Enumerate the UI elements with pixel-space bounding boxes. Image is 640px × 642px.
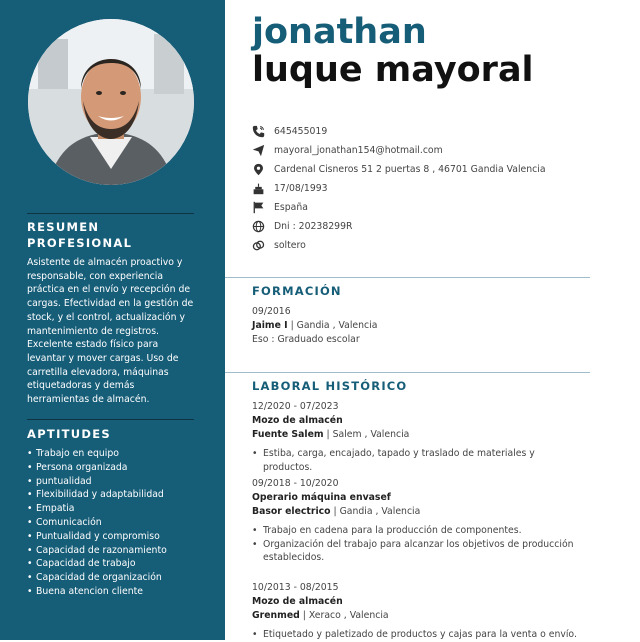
job-duties bbox=[252, 447, 582, 474]
school-name: Jaime I bbox=[252, 320, 288, 331]
contact-text: soltero bbox=[274, 239, 306, 251]
education-divider bbox=[225, 277, 590, 278]
contact-text: mayoral_jonathan154@hotmail.com bbox=[274, 144, 443, 156]
job-company bbox=[252, 609, 389, 622]
contact-phone bbox=[252, 122, 546, 141]
skill-item: • Puntualidad y compromiso bbox=[27, 530, 167, 544]
company-name: Grenmed bbox=[252, 610, 300, 621]
flag-icon bbox=[252, 201, 265, 214]
job-dates: 09/2018 - 10/2020 bbox=[252, 478, 339, 489]
education-date: 09/2016 bbox=[252, 306, 291, 317]
duty-item: • Etiquetado y paletizado de productos y cajas para la venta o envío. bbox=[252, 628, 582, 642]
contact-id bbox=[252, 217, 546, 236]
skill-item: • Empatia bbox=[27, 502, 167, 516]
job-dates: 12/2020 - 07/2023 bbox=[252, 401, 339, 412]
skill-item: • Persona organizada bbox=[27, 461, 167, 475]
sidebar bbox=[0, 0, 225, 640]
phone-icon bbox=[252, 125, 265, 138]
contact-email bbox=[252, 141, 546, 160]
company-location: | Salem , Valencia bbox=[323, 429, 410, 440]
summary-title: RESUMEN PROFESIONAL bbox=[27, 220, 133, 250]
skills-divider bbox=[27, 419, 194, 420]
rings-icon bbox=[252, 239, 265, 252]
summary-text: Asistente de almacén proactivo y responsable, con experiencia práctica en el envío y recepción de cargas. Efectividad en la gestión de stock, y el control, actualización y mantenimiento de registros. Excelente estado físico para levantar y mover cargas. Uso de carretilla elevadora, máquinas etiquetadoras y demás herramientas de almacén. bbox=[27, 257, 194, 406]
skill-item: • Capacidad de organización bbox=[27, 571, 167, 585]
location-pin-icon bbox=[252, 163, 265, 176]
job-dates: 10/2013 - 08/2015 bbox=[252, 582, 339, 593]
first-name: jonathan bbox=[252, 12, 427, 52]
company-name: Basor electrico bbox=[252, 506, 331, 517]
contact-birthdate bbox=[252, 179, 546, 198]
job-company bbox=[252, 428, 409, 441]
job-duties bbox=[252, 628, 582, 642]
duty-item: • Estiba, carga, encajado, tapado y traslado de materiales y productos. bbox=[252, 447, 582, 474]
contact-text: Cardenal Cisneros 51 2 puertas 8 , 46701 Gandia Valencia bbox=[274, 163, 546, 175]
last-name: luque mayoral bbox=[252, 50, 534, 90]
job-company bbox=[252, 505, 420, 518]
skill-item: • Comunicación bbox=[27, 516, 167, 530]
job-role: Mozo de almacén bbox=[252, 596, 343, 607]
summary-divider bbox=[27, 213, 194, 214]
company-name: Fuente Salem bbox=[252, 429, 324, 440]
education-degree: Eso : Graduado escolar bbox=[252, 334, 360, 345]
skill-item: • Capacidad de razonamiento bbox=[27, 544, 167, 558]
company-location: | Xeraco , Valencia bbox=[299, 610, 389, 621]
work-divider bbox=[225, 372, 590, 373]
contact-country bbox=[252, 198, 546, 217]
job-role: Operario máquina envasef bbox=[252, 492, 391, 503]
profile-photo bbox=[28, 19, 194, 185]
skill-item: • puntualidad bbox=[27, 475, 167, 489]
duty-item: • Trabajo en cadena para la producción de componentes. bbox=[252, 524, 582, 538]
skills-list bbox=[27, 447, 167, 599]
contact-list bbox=[252, 122, 546, 255]
contact-text: España bbox=[274, 201, 308, 213]
birthday-cake-icon bbox=[252, 182, 265, 195]
skill-item: • Capacidad de trabajo bbox=[27, 557, 167, 571]
work-title: LABORAL HISTÓRICO bbox=[252, 379, 408, 393]
education-title: FORMACIÓN bbox=[252, 284, 342, 298]
school-location: | Gandia , Valencia bbox=[287, 320, 378, 331]
send-icon bbox=[252, 144, 265, 157]
skills-title: APTITUDES bbox=[27, 427, 112, 441]
company-location: | Gandia , Valencia bbox=[330, 506, 421, 517]
skill-item: • Flexibilidad y adaptabilidad bbox=[27, 488, 167, 502]
education-institution bbox=[252, 319, 377, 332]
job-duties bbox=[252, 524, 582, 565]
contact-text: 17/08/1993 bbox=[274, 182, 328, 194]
skill-item: • Trabajo en equipo bbox=[27, 447, 167, 461]
duty-item: • Organización del trabajo para alcanzar los objetivos de producción establecidos. bbox=[252, 538, 582, 565]
contact-text: Dni : 20238299R bbox=[274, 220, 353, 232]
contact-text: 645455019 bbox=[274, 125, 328, 137]
job-role: Mozo de almacén bbox=[252, 415, 343, 426]
contact-status bbox=[252, 236, 546, 255]
skill-item: • Buena atencion cliente bbox=[27, 585, 167, 599]
contact-address bbox=[252, 160, 546, 179]
globe-icon bbox=[252, 220, 265, 233]
